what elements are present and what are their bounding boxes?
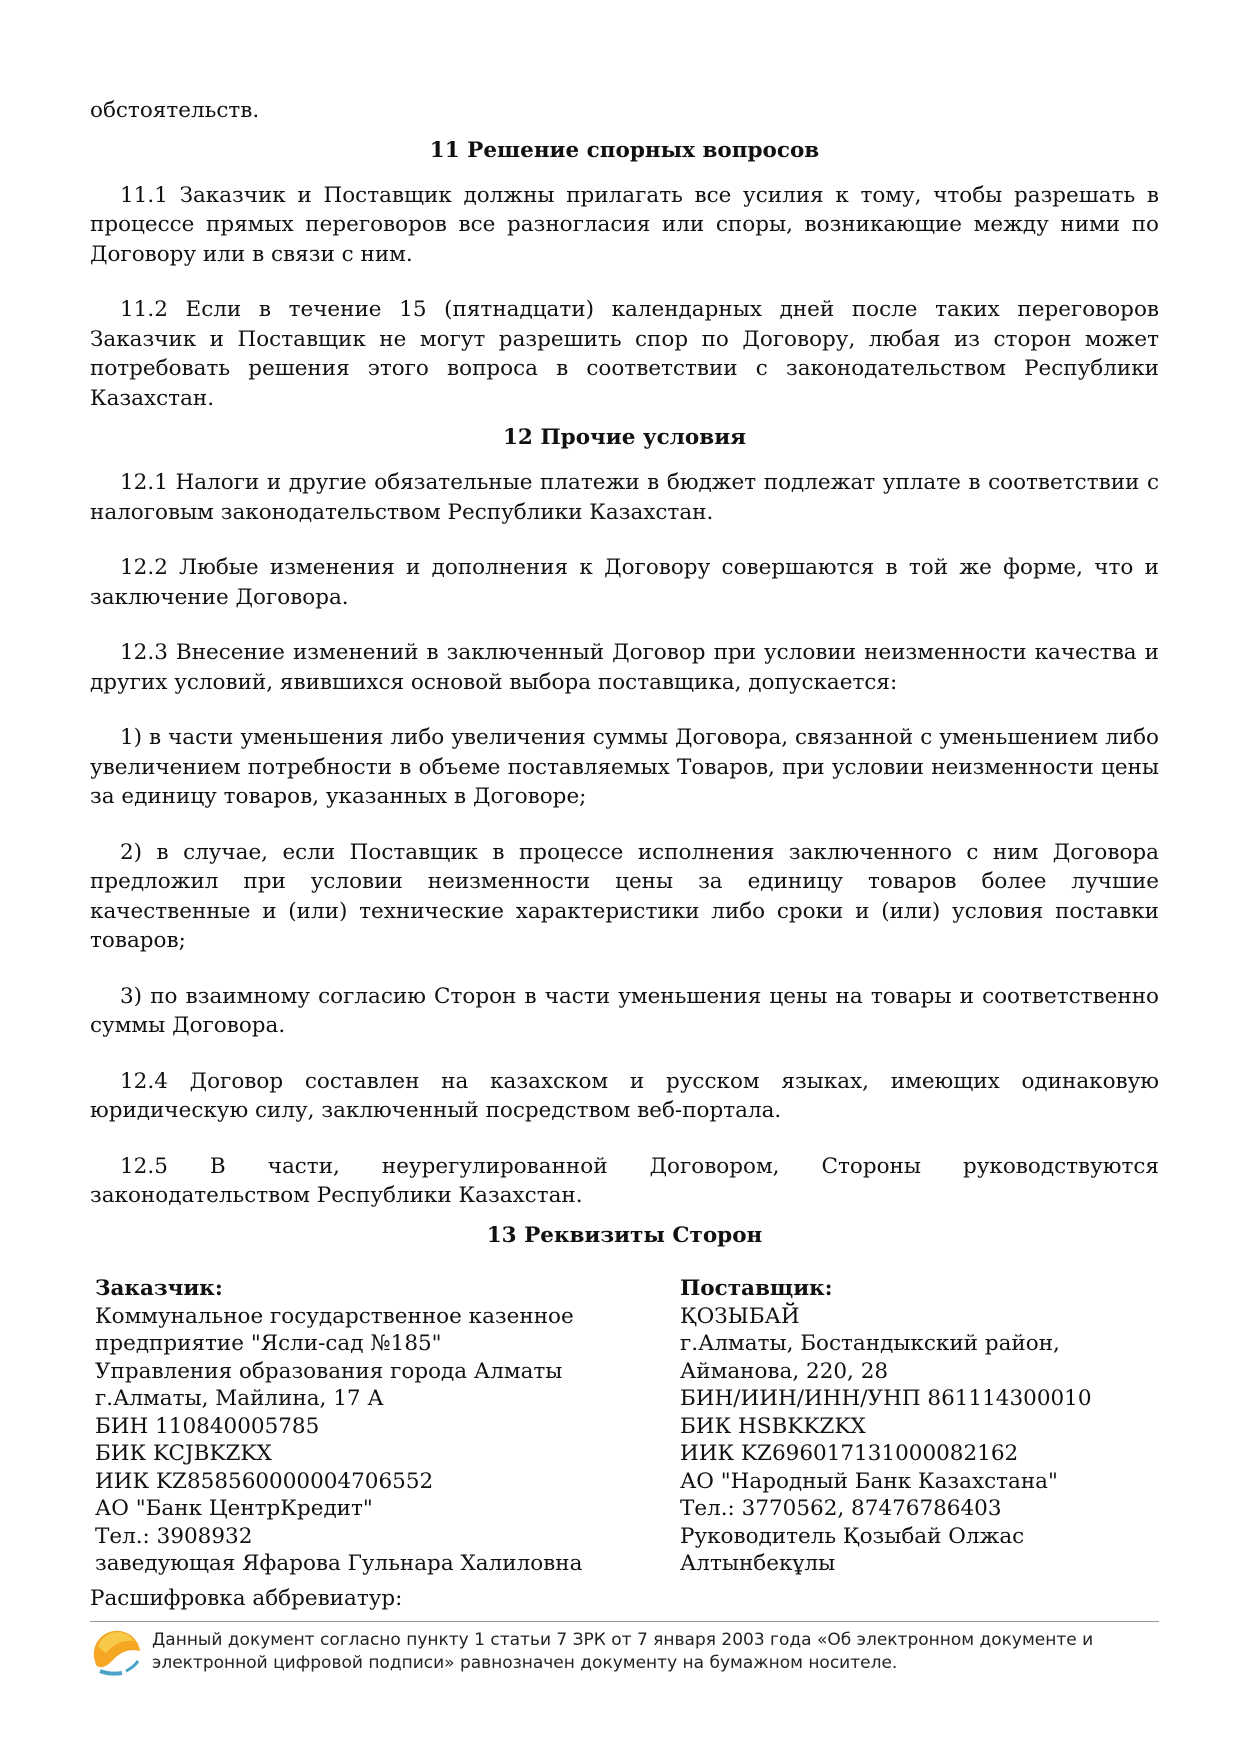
customer-line: заведующая Яфарова Гульнара Халиловна xyxy=(95,1551,583,1576)
footer-divider xyxy=(90,1621,1159,1622)
customer-line: Тел.: 3908932 xyxy=(95,1523,253,1549)
supplier-line: Айманова, 220, 28 xyxy=(680,1358,889,1384)
section-12-heading: 12 Прочие условия xyxy=(502,425,747,450)
abbreviations-label: Расшифровка аббревиатур: xyxy=(90,1586,403,1611)
paragraph-12-3: 12.3 Внесение изменений в заключенный Договор при условии неизменности качества и других условий, явившихся основой выбора поставщика, допускается: xyxy=(90,640,1159,695)
supplier-line: Алтынбекұлы xyxy=(680,1551,836,1576)
egov-seal-icon xyxy=(90,1627,144,1681)
supplier-requisites xyxy=(680,1275,1092,1578)
paragraph-12-1: 12.1 Налоги и другие обязательные платежи в бюджет подлежат уплате в соответствии с налоговым законодательством Республики Казахстан. xyxy=(90,470,1159,525)
supplier-line: г.Алматы, Бостандыкский район, xyxy=(680,1331,1060,1356)
supplier-line: Тел.: 3770562, 87476786403 xyxy=(680,1496,1002,1521)
document-body xyxy=(90,96,1159,1250)
customer-line: г.Алматы, Майлина, 17 А xyxy=(95,1386,384,1411)
customer-line: БИК KCJBKZKX xyxy=(95,1441,272,1466)
customer-line: предприятие "Ясли-сад №185" xyxy=(95,1331,442,1356)
supplier-line: Руководитель Қозыбай Олжас xyxy=(680,1523,1025,1549)
supplier-line: ҚОЗЫБАЙ xyxy=(680,1303,800,1329)
paragraph-11-1: 11.1 Заказчик и Поставщик должны прилагать все усилия к тому, чтобы разрешать в процессе прямых переговоров все разногласия или споры, возникающие между ними по Договору или в связи с ним. xyxy=(90,182,1159,267)
list-item-12-3-3: 3) по взаимному согласию Сторон в части уменьшения цены на товары и соответственно суммы Договора. xyxy=(90,983,1159,1038)
supplier-line: БИК HSBKKZKX xyxy=(680,1413,866,1439)
customer-title: Заказчик: xyxy=(95,1276,223,1301)
paragraph-12-5: 12.5 В части, неурегулированной Договором, Стороны руководствуются законодательством Республики Казахстан. xyxy=(90,1153,1159,1208)
customer-line: ИИК KZ858560000004706552 xyxy=(95,1468,434,1494)
paragraph-12-2: 12.2 Любые изменения и дополнения к Договору совершаются в той же форме, что и заключение Договора. xyxy=(90,555,1159,610)
paragraph-11-2: 11.2 Если в течение 15 (пятнадцати) календарных дней после таких переговоров Заказчик и Поставщик не могут разрешить спор по Договору, любая из сторон может потребовать решения этого вопроса в соответствии с законодательством Республики Казахстан. xyxy=(90,297,1159,411)
footer xyxy=(90,1625,1159,1685)
customer-line: АО "Банк ЦентрКредит" xyxy=(95,1496,373,1521)
footer-legal-text: Данный документ согласно пункту 1 статьи 7 ЗРК от 7 января 2003 года «Об электронном документе и электронной цифровой подписи» равнозначен документу на бумажном носителе. xyxy=(152,1630,1094,1673)
supplier-title: Поставщик: xyxy=(680,1276,833,1301)
section-11-heading: 11 Решение спорных вопросов xyxy=(429,137,820,163)
customer-line: Коммунальное государственное казенное xyxy=(95,1303,574,1329)
supplier-line: ИИК KZ696017131000082162 xyxy=(680,1441,1019,1466)
customer-requisites xyxy=(95,1275,582,1578)
paragraph-12-4: 12.4 Договор составлен на казахском и русском языках, имеющих одинаковую юридическую силу, заключенный посредством веб-портала. xyxy=(90,1068,1159,1123)
supplier-line: АО "Народный Банк Казахстана" xyxy=(680,1468,1058,1494)
customer-line: БИН 110840005785 xyxy=(95,1413,320,1439)
list-item-12-3-1: 1) в части уменьшения либо увеличения суммы Договора, связанной с уменьшением либо увеличением потребности в объеме поставляемых Товаров, при условии неизменности цены за единицу товаров, указанных в Договоре; xyxy=(90,725,1159,809)
customer-line: Управления образования города Алматы xyxy=(95,1358,563,1384)
continued-text: обстоятельств. xyxy=(90,98,260,123)
section-13-heading: 13 Реквизиты Сторон xyxy=(486,1222,763,1248)
list-item-12-3-2: 2) в случае, если Поставщик в процессе исполнения заключенного с ним Договора предложил при условии неизменности цены за единицу товаров более лучшие качественные и (или) технические характеристики либо сроки и (или) условия поставки товаров; xyxy=(90,839,1159,953)
supplier-line: БИН/ИИН/ИНН/УНП 861114300010 xyxy=(680,1386,1092,1411)
